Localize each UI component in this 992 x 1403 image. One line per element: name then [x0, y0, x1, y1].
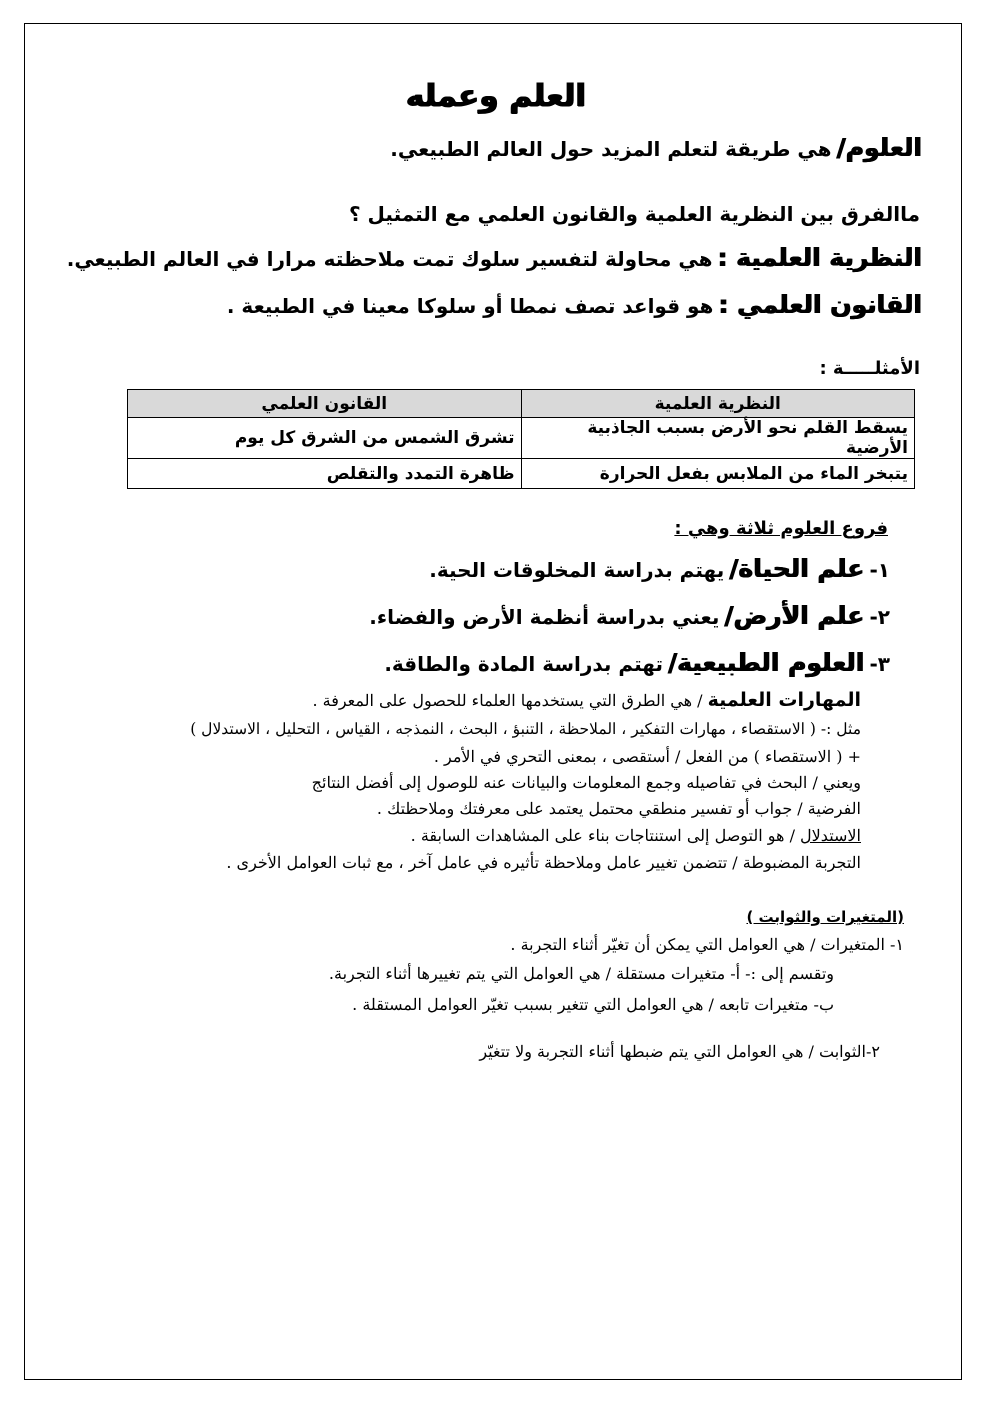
- table-header-theory: النظرية العلمية: [521, 390, 915, 418]
- table-cell: يسقط القلم نحو الأرض بسبب الجاذبية الأرضية: [521, 418, 915, 459]
- constants-line: ٢-الثوابت / هي العوامل التي يتم ضبطها أثناء التجربة ولا تتغيّر: [479, 1042, 880, 1061]
- table-header-law: القانون العلمي: [128, 390, 522, 418]
- law-definition: القانون العلمي : هو قواعد تصف نمطا أو سلوكا معينا في الطبيعة .: [226, 290, 922, 319]
- table-cell: يتبخر الماء من الملابس بفعل الحرارة: [521, 459, 915, 489]
- table-cell: ظاهرة التمدد والتقلص: [128, 459, 522, 489]
- hypothesis-definition: الفرضية / جواب أو تفسير منطقي محتمل يعتمد على معرفتك وملاحظتك .: [376, 799, 861, 818]
- skills-examples: مثل :- ( الاستقصاء ، مهارات التفكير ، الملاحظة ، التنبؤ ، البحث ، النمذجه ، القياس ، التحليل ، الاستدلال ): [190, 720, 861, 738]
- controlled-experiment-definition: التجربة المضبوطة / تتضمن تغيير عامل وملاحظة تأثيره في عامل آخر ، مع ثبات العوامل الأخرى .: [226, 853, 861, 872]
- variables-heading: (المتغيرات والثوابت ): [746, 908, 904, 926]
- variables-line: وتقسم إلى :- أ- متغيرات مستقلة / هي العوامل التي يتم تغييرها أثناء التجربة.: [328, 964, 834, 983]
- science-definition: العلوم/ هي طريقة لتعلم المزيد حول العالم الطبيعي.: [390, 133, 922, 162]
- inquiry-line-1: + ( الاستقصاء ) من الفعل / أستقصى ، بمعنى التحري في الأمر .: [433, 747, 861, 766]
- theory-definition: النظرية العلمية : هي محاولة لتفسير سلوك تمت ملاحظته مرارا في العالم الطبيعي.: [66, 243, 922, 272]
- branch-item: ١- علم الحياة/ يهتم بدراسة المخلوقات الحية.: [429, 554, 890, 583]
- variables-line: ١- المتغيرات / هي العوامل التي يمكن أن تغيّر أثناء التجربة .: [510, 935, 904, 954]
- table-header-row: [128, 390, 915, 418]
- variables-line: ب- متغيرات تابعه / هي العوامل التي تتغير بسبب تغيّر العوامل المستقلة .: [352, 995, 834, 1014]
- table-cell: تشرق الشمس من الشرق كل يوم: [128, 418, 522, 459]
- examples-label: الأمثلـــــة :: [819, 358, 920, 379]
- difference-question: ماالفرق بين النظرية العلمية والقانون العلمي مع التمثيل ؟: [348, 202, 920, 226]
- skills-definition: المهارات العلمية / هي الطرق التي يستخدمها العلماء للحصول على المعرفة .: [312, 689, 861, 711]
- inference-definition: الاستدلال / هو التوصل إلى استنتاجات بناء على المشاهدات السابقة .: [410, 826, 861, 845]
- inquiry-line-2: ويعني / البحث في تفاصيله وجمع المعلومات والبيانات عنه للوصول إلى أفضل النتائج: [311, 773, 861, 792]
- table-row: [128, 459, 915, 489]
- branches-heading: فروع العلوم ثلاثة وهي :: [674, 518, 888, 539]
- table-row: [128, 418, 915, 459]
- branch-item: ٣- العلوم الطبيعية/ تهتم بدراسة المادة والطاقة.: [384, 648, 890, 677]
- examples-table: [127, 389, 915, 489]
- branch-item: ٢- علم الأرض/ يعني بدراسة أنظمة الأرض والفضاء.: [369, 601, 890, 630]
- page-title: العلم وعمله: [405, 78, 587, 114]
